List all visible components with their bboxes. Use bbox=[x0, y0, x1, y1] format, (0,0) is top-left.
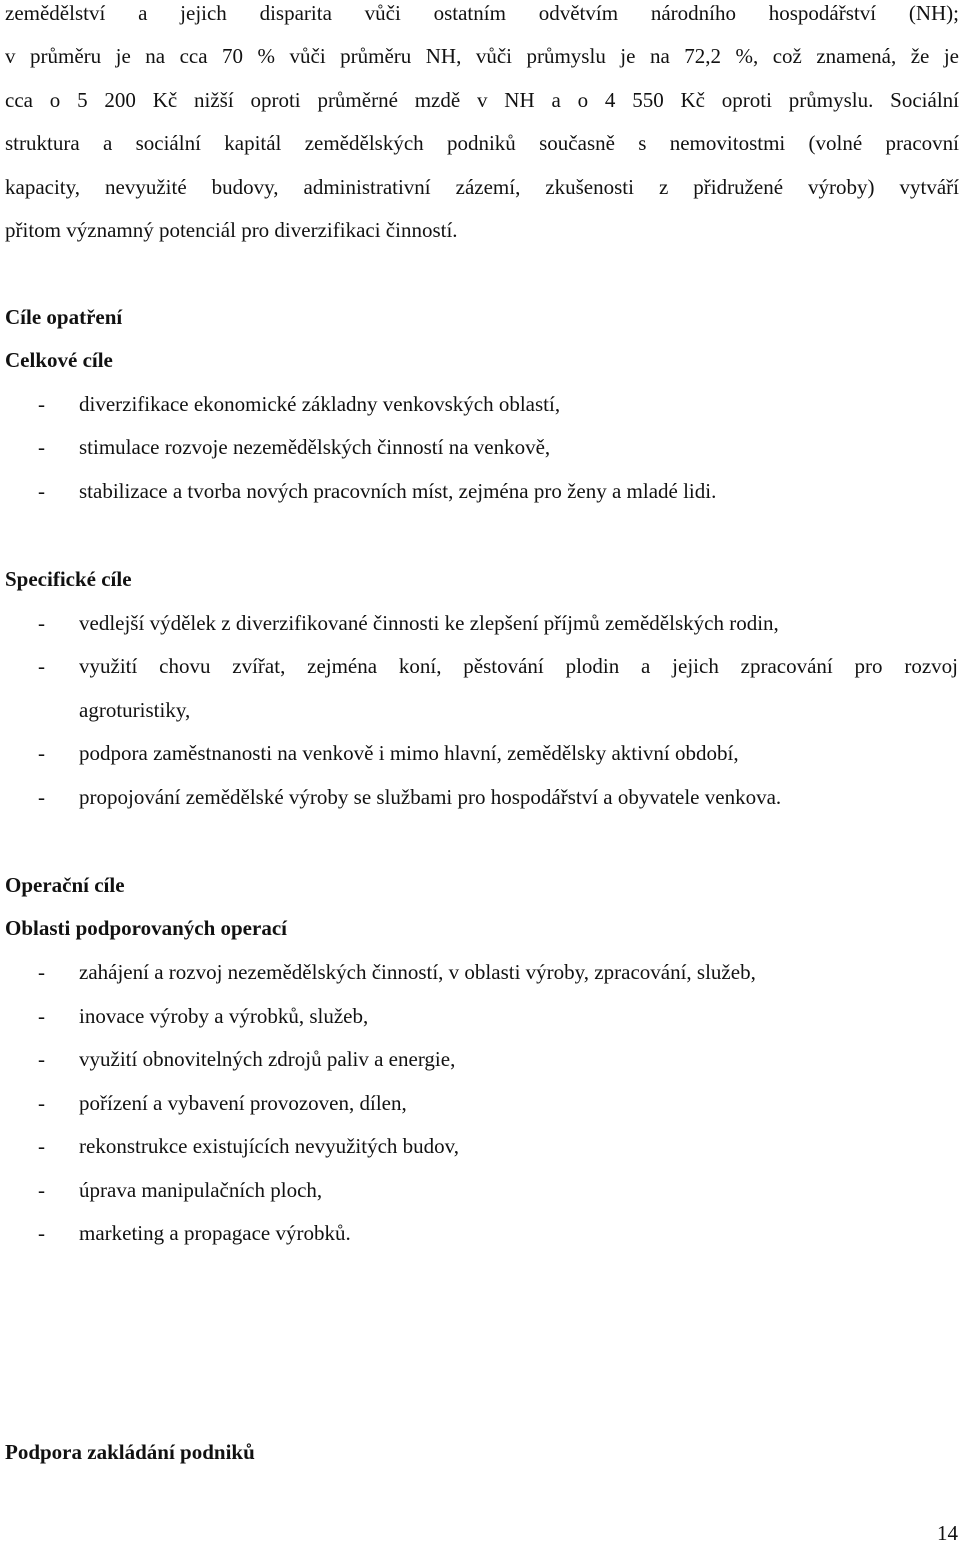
list-item-text: pořízení a vybavení provozoven, dílen, bbox=[79, 1091, 407, 1115]
bullet-dash: - bbox=[38, 435, 45, 459]
intro-line-6: přitom významný potenciál pro diverzifikaci činností. bbox=[5, 218, 458, 242]
list-item-text: úprava manipulačních ploch, bbox=[79, 1178, 323, 1202]
list-item-text: diverzifikace ekonomické základny venkovských oblastí, bbox=[79, 392, 561, 416]
intro-line-1: zemědělství a jejich disparita vůči ostatním odvětvím národního hospodářství (NH); bbox=[5, 1, 959, 25]
list-item-text: stabilizace a tvorba nových pracovních míst, zejména pro ženy a mladé lidi. bbox=[79, 479, 717, 503]
list-item-text: propojování zemědělské výroby se službami pro hospodářství a obyvatele venkova. bbox=[79, 785, 782, 809]
bullet-dash: - bbox=[38, 392, 45, 416]
bullet-dash: - bbox=[38, 611, 45, 635]
bullet-dash: - bbox=[38, 1134, 45, 1158]
intro-line-5: kapacity, nevyužité budovy, administrativní zázemí, zkušenosti z přidružené výroby) vytváří bbox=[5, 175, 959, 199]
heading-oblasti: Oblasti podporovaných operací bbox=[5, 916, 287, 940]
bullet-dash: - bbox=[38, 1221, 45, 1245]
heading-specificke-cile: Specifické cíle bbox=[5, 567, 132, 591]
bullet-dash: - bbox=[38, 741, 45, 765]
heading-podpora-zakladani-podniku: Podpora zakládání podniků bbox=[5, 1440, 255, 1464]
bullet-dash: - bbox=[38, 654, 45, 678]
heading-operacni-cile: Operační cíle bbox=[5, 873, 125, 897]
bullet-dash: - bbox=[38, 960, 45, 984]
bullet-dash: - bbox=[38, 1047, 45, 1071]
list-item-text: inovace výroby a výrobků, služeb, bbox=[79, 1004, 369, 1028]
bullet-dash: - bbox=[38, 1004, 45, 1028]
list-item-text: marketing a propagace výrobků. bbox=[79, 1221, 351, 1245]
intro-line-4: struktura a sociální kapitál zemědělských podniků současně s nemovitostmi (volné pracovní bbox=[5, 131, 959, 155]
bullet-dash: - bbox=[38, 1178, 45, 1202]
heading-celkove-cile: Celkové cíle bbox=[5, 348, 113, 372]
list-item-text: využití obnovitelných zdrojů paliv a energie, bbox=[79, 1047, 456, 1071]
intro-line-2: v průměru je na cca 70 % vůči průměru NH, vůči průmyslu je na 72,2 %, což znamená, že je bbox=[5, 44, 959, 68]
list-item-text: zahájení a rozvoj nezemědělských činností, v oblasti výroby, zpracování, služeb, bbox=[79, 960, 756, 984]
heading-cile-opatreni: Cíle opatření bbox=[5, 305, 123, 329]
list-item-text: stimulace rozvoje nezemědělských činností na venkově, bbox=[79, 435, 551, 459]
list-item-text: vedlejší výdělek z diverzifikované činnosti ke zlepšení příjmů zemědělských rodin, bbox=[79, 611, 779, 635]
list-item-text: podpora zaměstnanosti na venkově i mimo hlavní, zemědělsky aktivní období, bbox=[79, 741, 739, 765]
page-number: 14 bbox=[937, 1521, 958, 1545]
bullet-dash: - bbox=[38, 1091, 45, 1115]
list-item-text: agroturistiky, bbox=[79, 698, 191, 722]
list-item-text: využití chovu zvířat, zejména koní, pěstování plodin a jejich zpracování pro rozvoj bbox=[79, 654, 958, 678]
intro-line-3: cca o 5 200 Kč nižší oproti průměrné mzdě v NH a o 4 550 Kč oproti průmyslu. Sociální bbox=[5, 88, 959, 112]
list-item-text: rekonstrukce existujících nevyužitých budov, bbox=[79, 1134, 460, 1158]
bullet-dash: - bbox=[38, 479, 45, 503]
bullet-dash: - bbox=[38, 785, 45, 809]
